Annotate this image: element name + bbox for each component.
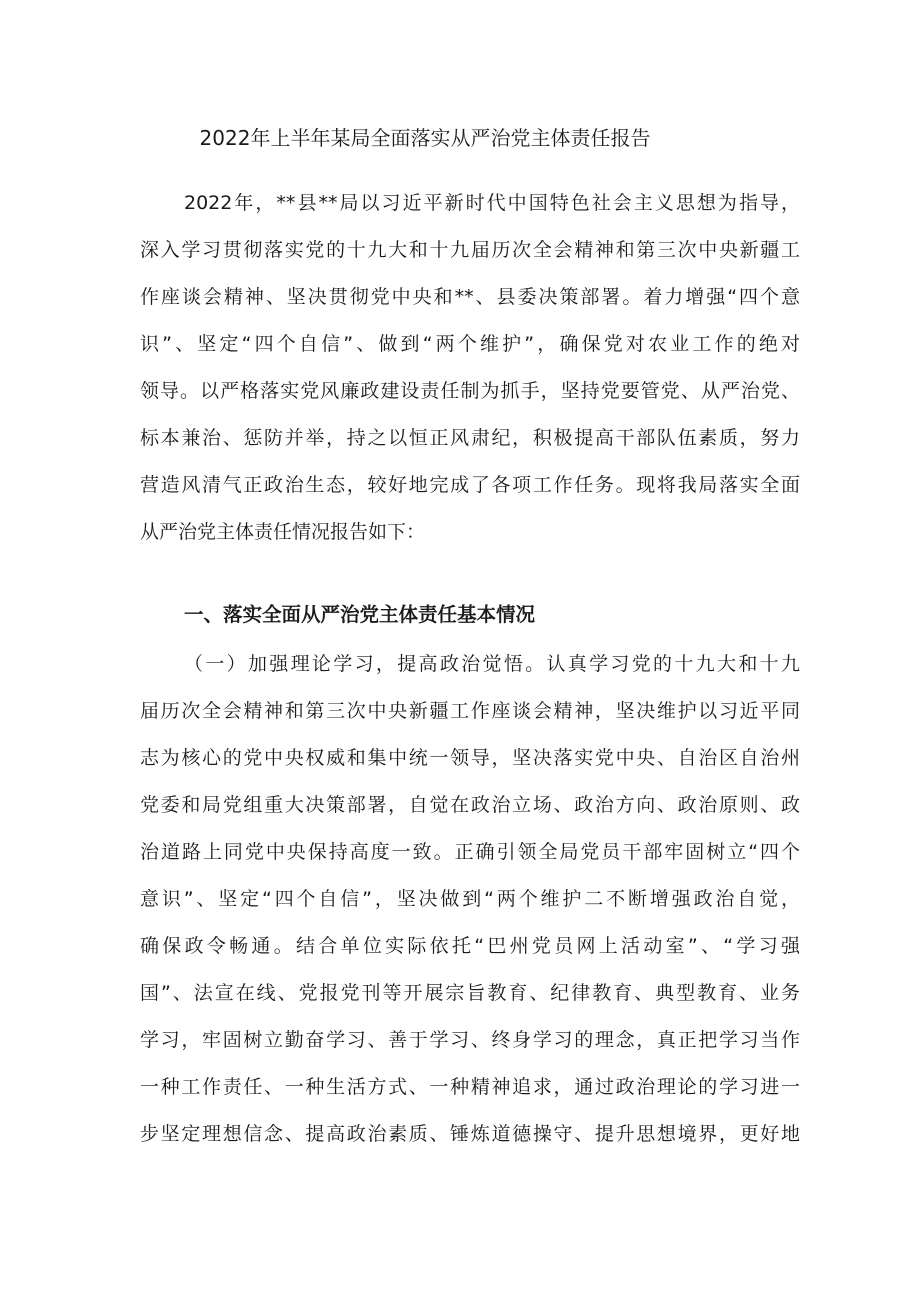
- body-line: 学习，牢固树立勤奋学习、善于学习、终身学习的理念，真正把学习当作: [140, 1029, 800, 1051]
- section-heading: 一、落实全面从严治党主体责任基本情况: [184, 603, 536, 626]
- body-line: （一）加强理论学习，提高政治觉悟。认真学习党的十九大和十九: [184, 653, 800, 675]
- document-title: 2022年上半年某局全面落实从严治党主体责任报告: [199, 126, 651, 150]
- body-line: 步坚定理想信念、提高政治素质、锤炼道德操守、提升思想境界，更好地: [140, 1123, 800, 1145]
- intro-line: 领导。以严格落实党风廉政建设责任制为抓手，坚持党要管党、从严治党、: [140, 380, 800, 402]
- intro-line: 深入学习贯彻落实党的十九大和十九届历次全会精神和第三次中央新疆工: [140, 239, 800, 261]
- intro-line: 从严治党主体责任情况报告如下：: [140, 521, 426, 543]
- intro-line: 2022年，**县**局以习近平新时代中国特色社会主义思想为指导，: [184, 192, 800, 214]
- body-line: 治道路上同党中央保持高度一致。正确引领全局党员干部牢固树立“四个: [140, 841, 800, 863]
- body-line: 意识”、坚定“四个自信”，坚决做到“两个维护二不断增强政治自觉，: [140, 888, 800, 910]
- body-line: 一种工作责任、一种生活方式、一种精神追求，通过政治理论的学习进一: [140, 1076, 800, 1098]
- body-line: 届历次全会精神和第三次中央新疆工作座谈会精神，坚决维护以习近平同: [140, 700, 800, 722]
- body-line: 国”、法宣在线、党报党刊等开展宗旨教育、纪律教育、典型教育、业务: [140, 982, 800, 1004]
- intro-line: 识”、坚定“四个自信”、做到“两个维护”，确保党对农业工作的绝对: [140, 333, 800, 355]
- body-line: 确保政令畅通。结合单位实际依托“巴州党员网上活动室”、“学习强: [140, 935, 800, 957]
- body-line: 党委和局党组重大决策部署，自觉在政治立场、政治方向、政治原则、政: [140, 794, 800, 816]
- intro-line: 营造风清气正政治生态，较好地完成了各项工作任务。现将我局落实全面: [140, 474, 800, 496]
- intro-line: 作座谈会精神、坚决贯彻党中央和**、县委决策部署。着力增强“四个意: [140, 286, 800, 308]
- intro-line: 标本兼治、惩防并举，持之以恒正风肃纪，积极提高干部队伍素质，努力: [140, 427, 800, 449]
- body-line: 志为核心的党中央权威和集中统一领导，坚决落实党中央、自治区自治州: [140, 747, 800, 769]
